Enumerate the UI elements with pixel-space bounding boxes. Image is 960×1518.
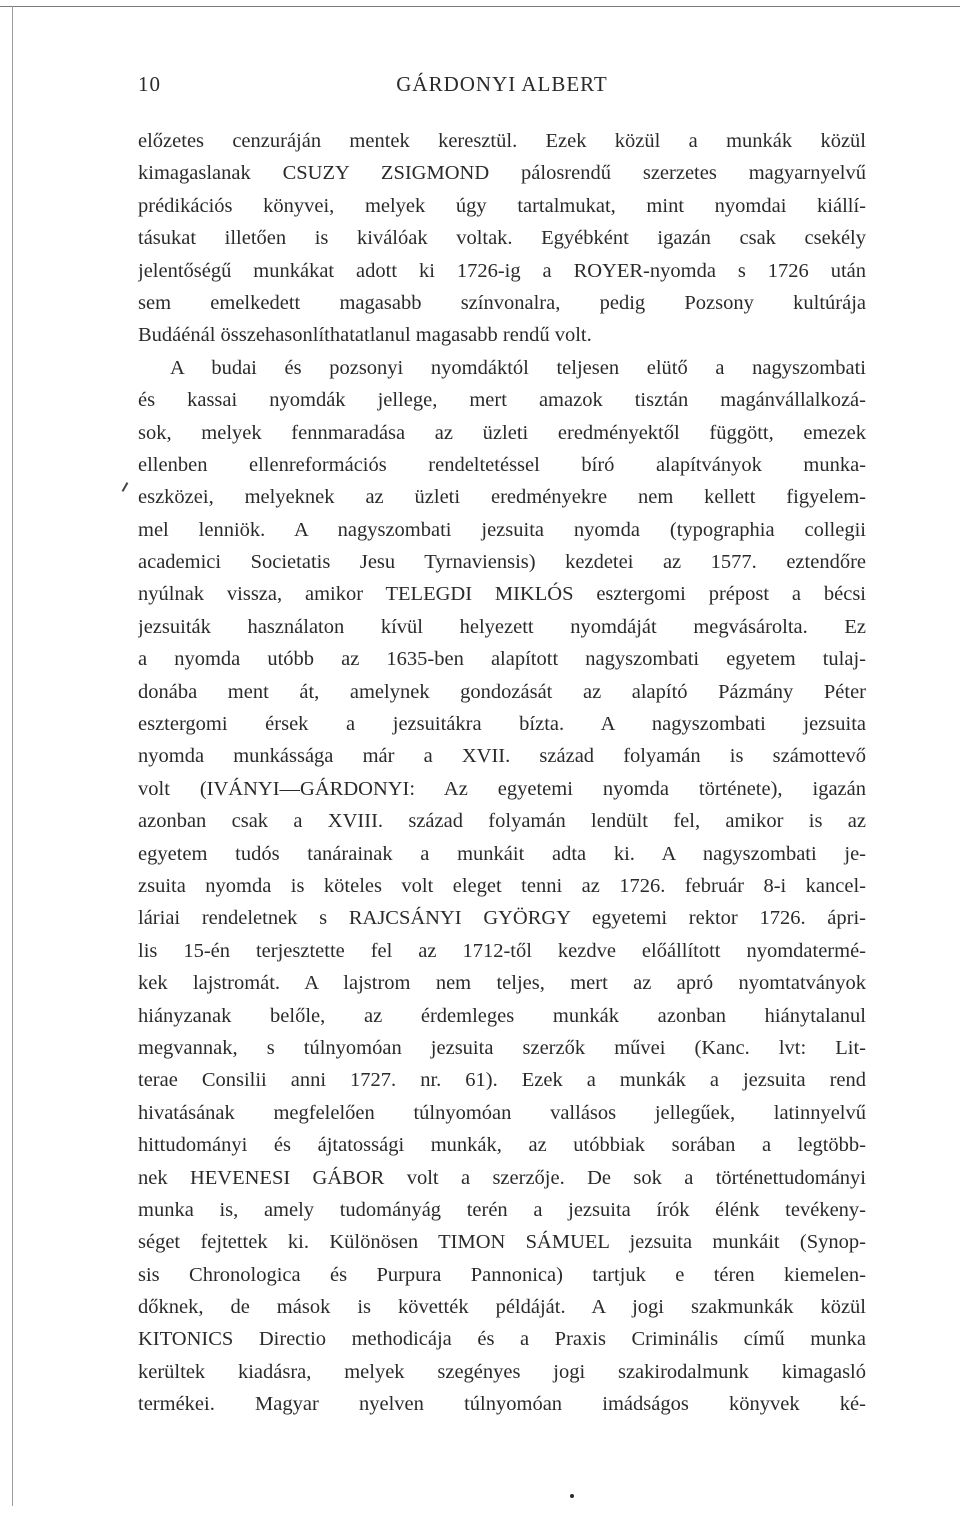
text-line: volt (IVÁNYI—GÁRDONYI: Az egyetemi nyomda története), igazán (138, 777, 866, 800)
text-line: megvannak, s túlnyomóan jezsuita szerzők művei (Kanc. lvt: Lit- (138, 1036, 866, 1059)
text-line: termékei. Magyar nyelven túlnyomóan imádságos könyvek ké- (138, 1393, 866, 1416)
body-text (138, 125, 866, 1421)
text-line: séget fejtettek ki. Különösen TIMON SÁMUEL jezsuita munkáit (Synop- (138, 1231, 866, 1254)
text-line: terae Consilii anni 1727. nr. 61). Ezek a munkák a jezsuita rend (138, 1069, 866, 1092)
running-head: GÁRDONYI ALBERT (396, 72, 608, 96)
text-line: nyomda munkássága már a XVII. század folyamán is számottevő (138, 745, 866, 768)
text-line: hittudományi és ájtatossági munkák, az utóbbiak sorában a legtöbb- (138, 1134, 866, 1157)
text-line: nek HEVENESI GÁBOR volt a szerzője. De sok a történettudományi (138, 1166, 866, 1189)
text-line: sem emelkedett magasabb színvonalra, pedig Pozsony kultúrája (138, 291, 866, 314)
text-line: ellenben ellenreformációs rendeltetéssel bíró alapítványok munka- (138, 453, 866, 476)
text-line: kek lajstromát. A lajstrom nem teljes, mert az apró nyomtatványok (138, 972, 866, 995)
text-line: A budai és pozsonyi nyomdáktól teljesen elütő a nagyszombati (170, 356, 866, 379)
text-line: lis 15-én terjesztette fel az 1712-től kezdve előállított nyomdatermé- (138, 939, 866, 962)
text-line: kimagaslanak CSUZY ZSIGMOND pálosrendű szerzetes magyarnyelvű (138, 162, 866, 185)
text-line: jelentőségű munkákat adott ki 1726-ig a ROYER-nyomda s 1726 után (138, 259, 866, 282)
text-line: jezsuiták használaton kívül helyezett nyomdáját megvásárolta. Ez (138, 615, 866, 638)
text-line: Budáénál összehasonlíthatatlanul magasabb rendű volt. (138, 324, 592, 347)
text-line: prédikációs könyvei, melyek úgy tartalmukat, mint nyomdai kiállí- (138, 194, 866, 217)
text-line: donába ment át, amelynek gondozását az alapító Pázmány Péter (138, 680, 866, 703)
text-line: KITONICS Directio methodicája és a Praxis Criminális című munka (138, 1328, 866, 1351)
page-header (138, 72, 866, 100)
text-line: dőknek, de mások is követték példáját. A jogi szakmunkák közül (138, 1296, 866, 1319)
text-line: láriai rendeletnek s RAJCSÁNYI GYÖRGY egyetemi rektor 1726. ápri- (138, 907, 866, 930)
text-line: tásukat illetően is kiválóak voltak. Egyébként igazán csak csekély (138, 227, 866, 250)
text-line: sok, melyek fennmaradása az üzleti eredményektől függött, emezek (138, 421, 866, 444)
margin-mark (122, 482, 129, 492)
text-line: és kassai nyomdák jellege, mert amazok tisztán magánvállalkozá- (138, 389, 866, 412)
text-line: esztergomi érsek a jezsuitákra bízta. A nagyszombati jezsuita (138, 713, 866, 736)
text-line: a nyomda utóbb az 1635-ben alapított nagyszombati egyetem tulaj- (138, 648, 866, 671)
text-line: eszközei, melyeknek az üzleti eredményekre nem kellett figyelem- (138, 486, 866, 509)
text-line: hiányzanak belőle, az érdemleges munkák azonban hiánytalanul (138, 1004, 866, 1027)
text-line: azonban csak a XVIII. század folyamán lendült fel, amikor is az (138, 810, 866, 833)
text-line: academici Societatis Jesu Tyrnaviensis) kezdetei az 1577. eztendőre (138, 551, 866, 574)
footer-dot (570, 1494, 574, 1498)
text-line: nyúlnak vissza, amikor TELEGDI MIKLÓS esztergomi prépost a bécsi (138, 583, 866, 606)
page-number: 10 (138, 72, 161, 96)
text-line: előzetes cenzuráján mentek keresztül. Ezek közül a munkák közül (138, 130, 866, 152)
text-line: sis Chronologica és Purpura Pannonica) tartjuk e téren kiemelen- (138, 1263, 866, 1286)
text-line: hivatásának megfelelően túlnyomóan vallásos jellegűek, latinnyelvű (138, 1101, 866, 1124)
text-line: mel lenniök. A nagyszombati jezsuita nyomda (typographia collegii (138, 518, 866, 541)
text-line: egyetem tudós tanárainak a munkáit adta ki. A nagyszombati je- (138, 842, 866, 865)
text-line: kerültek kiadásra, melyek szegényes jogi szakirodalmunk kimagasló (138, 1360, 866, 1383)
text-line: zsuita nyomda is köteles volt eleget tenni az 1726. február 8-i kancel- (138, 874, 866, 897)
left-scan-rule (12, 6, 13, 1506)
top-scan-rule (0, 6, 960, 7)
text-line: munka is, amely tudományág terén a jezsuita írók élénk tevékeny- (138, 1198, 866, 1221)
